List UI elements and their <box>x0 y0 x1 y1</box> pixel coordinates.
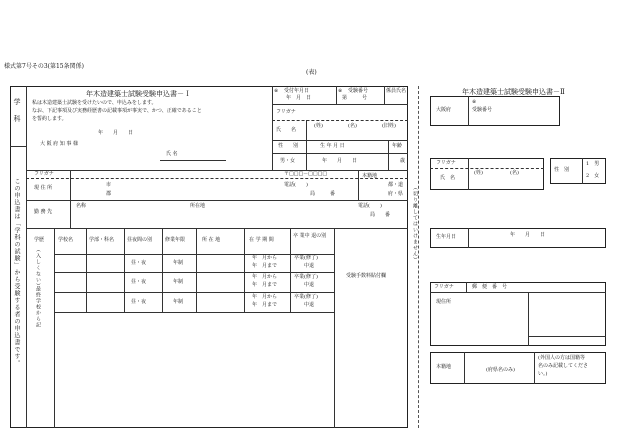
receipt-date-label: 受付年月日 <box>284 88 310 94</box>
county-label: 郡 <box>106 191 112 197</box>
workplace-label: 勤 務 先 <box>34 209 53 215</box>
name-field[interactable] <box>310 122 406 139</box>
prefecture-name: 大阪府 <box>436 107 452 113</box>
age-label: 年齢 <box>392 143 403 149</box>
form-2-exam-label: 受験番号 <box>472 107 493 113</box>
col-school-name: 学校名 <box>58 237 74 243</box>
home-phone-exchange: 局 番 <box>310 191 336 197</box>
declaration-date: 年 月 日 <box>98 130 134 136</box>
form-2-birth-box <box>430 228 606 248</box>
row1-graduated[interactable]: 卒業(修了) <box>294 255 318 261</box>
row3-years: 年制 <box>173 299 184 305</box>
city-label: 市 <box>106 182 112 188</box>
education-note: (入しくない)最終学校から記 <box>35 250 41 328</box>
form-2-surname-hint: (姓) <box>474 170 483 176</box>
foreigner-note-2: 名のみ記載してくださ <box>538 363 589 369</box>
foreigner-note-1: (外国人の方は国籍等 <box>538 355 585 361</box>
form-2-honseki-field[interactable] <box>468 354 532 382</box>
receipt-date: 年 月 日 <box>286 95 312 101</box>
row1-period-to: 年 月まで <box>252 263 278 269</box>
staff-name-label: 係員氏名 <box>386 88 407 94</box>
stamp-area[interactable] <box>338 230 406 424</box>
furigana-field[interactable] <box>310 106 406 119</box>
sex-options[interactable]: 男・女 <box>280 158 296 164</box>
address-furigana-label: フリガナ <box>34 171 54 177</box>
row1-period-from: 年 月から <box>252 255 278 261</box>
form-2-sex-label: 性 別 <box>554 167 570 173</box>
exam-number-mark: ※ <box>338 88 343 94</box>
row3-withdrew[interactable]: 中退 <box>304 302 315 308</box>
form-2-honseki-hint: (府県名のみ) <box>486 367 515 373</box>
given-name-hint: (名) <box>348 123 357 129</box>
form-reference: 様式第7号その3(第15条関係) <box>4 63 84 70</box>
prefecture-options-1[interactable]: 都・道 <box>388 182 404 188</box>
row1-withdrew[interactable]: 中退 <box>304 263 315 269</box>
prefecture-options-2[interactable]: 府・県 <box>388 191 404 197</box>
col-day-night: 昼夜間の別 <box>127 237 153 243</box>
col-years: 修業年限 <box>165 237 186 243</box>
row2-period-to: 年 月まで <box>252 282 278 288</box>
age-unit: 歳 <box>400 158 406 164</box>
birth-date-label: 生 年 月 日 <box>320 143 345 149</box>
row2-graduated[interactable]: 卒業(修了) <box>294 274 318 280</box>
exam-number-label: 受験番号 <box>348 88 369 94</box>
receipt-mark: ※ <box>274 88 279 94</box>
cut-line-note: (切り離してはいけません) <box>412 188 418 260</box>
declaration-line-3: を誓約します。 <box>32 116 67 122</box>
education-label: 学歴 <box>34 237 45 243</box>
foreigner-note-3: い。) <box>538 371 548 377</box>
form-2-address-furigana: フリガナ <box>434 284 454 290</box>
form-2-exam-mark: ※ <box>472 99 477 105</box>
declaration-line-2: なお、下記事項及び実務経歴書の記載事項が事実で、かつ、正確であること <box>32 108 202 114</box>
col-period: 在 学 期 間 <box>249 237 274 243</box>
row1-daynight[interactable]: 昼・夜 <box>131 260 147 266</box>
form-2-name-field[interactable] <box>470 170 542 188</box>
form-2-sex-male[interactable]: 1 男 <box>586 161 600 167</box>
row1-years: 年制 <box>173 260 184 266</box>
row3-daynight[interactable]: 昼・夜 <box>131 299 147 305</box>
furigana-label: フリガナ <box>276 109 296 115</box>
addressee: 大 阪 府 知 事 様 <box>40 141 78 147</box>
row3-period-to: 年 月まで <box>252 302 278 308</box>
row3-period-from: 年 月から <box>252 294 278 300</box>
col-location: 所 在 地 <box>202 237 221 243</box>
row2-daynight[interactable]: 昼・夜 <box>131 279 147 285</box>
form-2-honseki-label: 本籍地 <box>436 364 452 370</box>
stamp-area-label: 受験手数料貼付欄 <box>346 273 387 279</box>
workplace-address-label: 所在地 <box>190 203 206 209</box>
sex-label: 性 別 <box>278 143 299 149</box>
name-label: 氏 名 <box>276 127 297 133</box>
home-phone[interactable]: 電話( ) <box>284 182 308 188</box>
old-surname-hint: (旧姓) <box>382 123 396 129</box>
signature-field[interactable] <box>182 145 226 159</box>
form-2-name-label: 氏 名 <box>440 175 456 181</box>
col-faculty: 学部・科名 <box>89 237 115 243</box>
work-phone[interactable]: 電話( ) <box>358 203 382 209</box>
honseki-label: 本籍地 <box>362 173 378 179</box>
row2-withdrew[interactable]: 中退 <box>304 282 315 288</box>
birth-date-field[interactable]: 年 月 日 <box>322 158 358 164</box>
form-2-birth-field[interactable]: 年 月 日 <box>510 232 546 238</box>
declaration-line-1: 私は木造建築士試験を受けたいので、申込みをします。 <box>32 100 157 106</box>
side-indicator: (表) <box>306 69 317 76</box>
row2-years: 年制 <box>173 279 184 285</box>
form-2-address-field[interactable] <box>434 308 526 344</box>
row2-period-from: 年 月から <box>252 274 278 280</box>
form-2-address-label: 現住所 <box>436 299 452 305</box>
exam-number-value: 第 号 <box>342 95 368 101</box>
address-field[interactable] <box>74 180 274 198</box>
form-2-furigana-label: フリガナ <box>436 160 456 166</box>
surname-hint: (姓) <box>314 123 323 129</box>
work-phone-exchange: 局 番 <box>370 212 391 218</box>
postal-code-boxes[interactable]: 〒□□□－□□□□ <box>284 171 328 177</box>
workplace-name-label: 名称 <box>76 203 87 209</box>
form-2-sex-female[interactable]: 2 女 <box>586 173 600 179</box>
form-2-given-hint: (名) <box>510 170 519 176</box>
form-2-birth-label: 生年月日 <box>436 234 457 240</box>
row3-graduated[interactable]: 卒業(修了) <box>294 294 318 300</box>
workplace-field[interactable] <box>76 212 346 226</box>
col-graduation: 卒 業中 退の別 <box>293 233 327 239</box>
signature-label: 氏 名 <box>166 151 178 157</box>
form-2-title: 年木造建築士試験受験申込書－Ⅱ <box>462 88 565 96</box>
form-2-postal-label: 郵 便 番 号 <box>472 284 508 290</box>
vertical-note: この申込書は「学科の試験」から受験する者の申込書です。 <box>13 178 20 367</box>
dept-label: 学科 <box>13 98 21 132</box>
form-1-title: 年木造建築士試験受験申込書－Ｉ <box>86 90 191 98</box>
address-label: 現 住 所 <box>34 185 53 191</box>
